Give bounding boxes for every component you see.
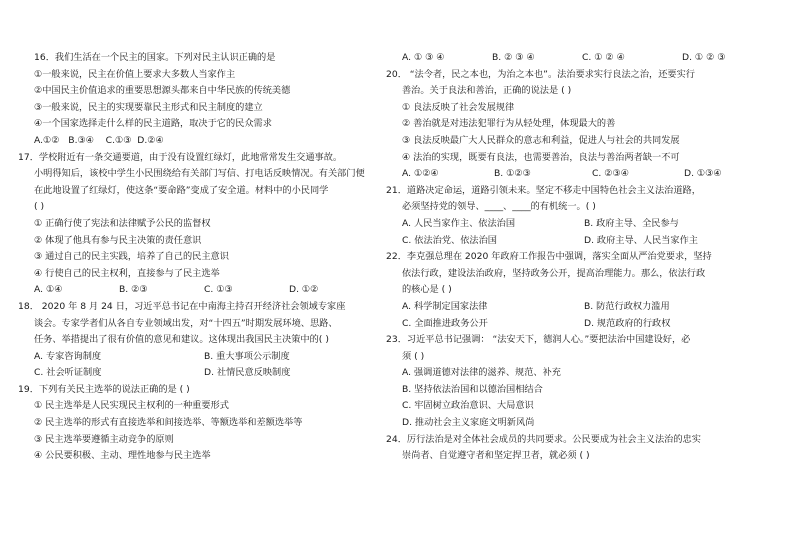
q18-stem-line-1: 18． 2020 年 8 月 24 日，习近平总书记在中南海主持召开经济社会领域专家座 bbox=[18, 300, 346, 312]
q18-options-row-2 bbox=[18, 365, 378, 382]
q22-option-a: A. 科学制定国家法律 bbox=[402, 300, 488, 312]
q16-statement-2: ②中国民主价值追求的重要思想源头都来自中华民族的传统美德 bbox=[34, 85, 291, 97]
q19-statement-4: ④ 公民要积极、主动、理性地参与民主选举 bbox=[34, 450, 211, 462]
q18-options-row-1 bbox=[18, 349, 378, 366]
q22-options-row-1 bbox=[386, 299, 778, 316]
q17-stem-line-1: 17．学校附近有一条交通要道，由于没有设置红绿灯，此地常常发生交通事故。 bbox=[18, 151, 343, 163]
q23-option-a: A. 强调道德对法律的滋养、规范、补充 bbox=[402, 367, 561, 379]
q17-option-d: D. ①② bbox=[289, 284, 319, 296]
q18-stem-line-2: 谈会。专家学者们从各自专业领域出发，对“十四五”时期发展环境、思路、 bbox=[34, 317, 338, 329]
q17-option-a: A. ①④ bbox=[34, 284, 63, 296]
q19-statement-3: ③ 民主选举要遵循主动竞争的原则 bbox=[34, 433, 174, 445]
q17-stem-line-3: 在此地设置了红绿灯，使这条“要命路”变成了安全道。材料中的小民同学 bbox=[34, 184, 329, 196]
q16-statement-4: ④一个国家选择走什么样的民主道路，取决于它的民众需求 bbox=[34, 118, 272, 130]
question-19 bbox=[18, 382, 378, 465]
q18-stem-line-3: 任务、举措提出了很有价值的意见和建议。这体现出我国民主决策中的( ) bbox=[34, 334, 329, 346]
q17-answer-blank: ( ) bbox=[34, 201, 45, 213]
question-24 bbox=[386, 432, 778, 465]
q19-option-a: A. ① ③ ④ bbox=[402, 52, 445, 63]
q23-option-c: C. 牢固树立政治意识、大局意识 bbox=[402, 400, 534, 412]
question-21 bbox=[386, 183, 778, 249]
q21-stem-line-1: 21．道路决定命运，道路引领未来。坚定不移走中国特色社会主义法治道路， bbox=[386, 184, 701, 196]
question-16 bbox=[18, 50, 378, 150]
q23-stem-line-2: 须 ( ) bbox=[402, 350, 425, 362]
question-22 bbox=[386, 249, 778, 332]
q20-option-b: B. ①②③ bbox=[494, 168, 531, 180]
q16-stem: 16．我们生活在一个民主的国家。下列对民主认识正确的是 bbox=[34, 52, 276, 63]
q19-options bbox=[386, 50, 778, 67]
q21-option-d: D. 政府主导、人民当家作主 bbox=[584, 234, 698, 246]
q21-option-b: B. 政府主导、全民参与 bbox=[584, 217, 679, 229]
q19-stem: 19．下列有关民主选举的说法正确的是 ( ) bbox=[18, 383, 190, 395]
q19-statement-2: ② 民主选举的形式有直接选举和间接选举、等额选举和差额选举等 bbox=[34, 417, 303, 429]
question-20 bbox=[386, 67, 778, 183]
q22-options-row-2 bbox=[386, 316, 778, 333]
q18-option-d: D. 社情民意反映制度 bbox=[204, 367, 291, 379]
q18-option-a: A. 专家咨询制度 bbox=[34, 350, 102, 362]
q17-options bbox=[18, 282, 378, 299]
q20-option-c: C. ②③④ bbox=[592, 168, 629, 180]
q20-stem-line-1: 20． “法令者，民之本也，为治之本也”。法治要求实行良法之治，还要实行 bbox=[386, 68, 695, 80]
q16-statement-3: ③一般来说，民主的实现要靠民主形式和民主制度的建立 bbox=[34, 101, 263, 113]
q17-option-c: C. ①③ bbox=[204, 284, 233, 296]
q23-stem-line-1: 23．习近平总书记强调： “法安天下，德润人心。”要把法治中国建设好，必 bbox=[386, 334, 691, 346]
q20-statement-3: ③ 良法反映最广大人民群众的意志和利益，促进人与社会的共同发展 bbox=[402, 134, 680, 146]
q20-option-d: D. ①③④ bbox=[684, 168, 722, 180]
q23-option-b: B. 坚持依法治国和以德治国相结合 bbox=[402, 383, 543, 395]
q22-option-b: B. 防范行政权力滥用 bbox=[584, 300, 670, 312]
q18-option-c: C. 社会听证制度 bbox=[34, 367, 102, 379]
q21-option-c: C. 依法治党、依法治国 bbox=[402, 234, 497, 246]
q22-stem-line-3: 的核心是 ( ) bbox=[402, 284, 452, 296]
right-column bbox=[386, 50, 778, 465]
q19-option-b: B. ② ③ ④ bbox=[492, 52, 535, 63]
q21-stem-line-2: 必须坚持党的领导、____、____的有机统一。( ) bbox=[402, 201, 596, 213]
q20-statement-1: ① 良法反映了社会发展规律 bbox=[402, 101, 515, 113]
question-17 bbox=[18, 150, 378, 299]
question-23 bbox=[386, 332, 778, 432]
q17-statement-1: ① 正确行使了宪法和法律赋予公民的监督权 bbox=[34, 217, 211, 229]
q21-option-a: A. 人民当家作主、依法治国 bbox=[402, 217, 516, 229]
q22-stem-line-2: 依法行政，建设法治政府，坚持政务公开，提高治理能力。那么，依法行政 bbox=[402, 267, 706, 279]
q24-stem-line-1: 24．厉行法治是对全体社会成员的共同要求。公民要成为社会主义法治的忠实 bbox=[386, 433, 701, 445]
q17-stem-line-2: 小明得知后，该校中学生小民围绕给有关部门写信、打电话反映情况。有关部门便 bbox=[34, 168, 365, 180]
q20-option-a: A. ①②④ bbox=[402, 168, 439, 180]
question-18 bbox=[18, 299, 378, 382]
q19-option-c: C. ① ② ④ bbox=[582, 52, 625, 63]
q21-options-row-1 bbox=[386, 216, 778, 233]
q16-options: A.①② B.③④ C.①③ D.②④ bbox=[34, 134, 164, 146]
q23-option-d: D. 推动社会主义家庭文明新风尚 bbox=[402, 417, 535, 429]
q17-statement-2: ② 体现了他具有参与民主决策的责任意识 bbox=[34, 234, 202, 246]
q20-statement-2: ② 善治就是对违法犯罪行为从轻处理，体现最大的善 bbox=[402, 118, 616, 130]
q17-statement-4: ④ 行使自己的民主权利，直接参与了民主选举 bbox=[34, 267, 220, 279]
q22-option-c: C. 全面推进政务公开 bbox=[402, 317, 488, 329]
q17-statement-3: ③ 通过自己的民主实践，培养了自己的民主意识 bbox=[34, 251, 229, 263]
q20-statement-4: ④ 法治的实现，既要有良法，也需要善治，良法与善治两者缺一不可 bbox=[402, 151, 680, 163]
q19-option-d: D. ① ② ③ bbox=[682, 52, 726, 63]
left-column bbox=[18, 50, 378, 465]
q22-stem-line-1: 22．李克强总理在 2020 年政府工作报告中强调，落实全面从严治党要求，坚持 bbox=[386, 251, 712, 263]
q22-option-d: D. 规范政府的行政权 bbox=[584, 317, 671, 329]
q24-stem-line-2: 崇尚者、自觉遵守者和坚定捍卫者，就必须 ( ) bbox=[402, 450, 590, 462]
q20-stem-line-2: 善治。关于良法和善治，正确的说法是 ( ) bbox=[402, 85, 572, 97]
q19-statement-1: ① 民主选举是人民实现民主权利的一种重要形式 bbox=[34, 400, 229, 412]
q16-statement-1: ①一般来说，民主在价值上要求大多数人当家作主 bbox=[34, 68, 236, 80]
q17-option-b: B. ②③ bbox=[119, 284, 148, 296]
q18-option-b: B. 重大事项公示制度 bbox=[204, 350, 290, 362]
q20-options bbox=[386, 166, 778, 183]
q21-options-row-2 bbox=[386, 233, 778, 250]
